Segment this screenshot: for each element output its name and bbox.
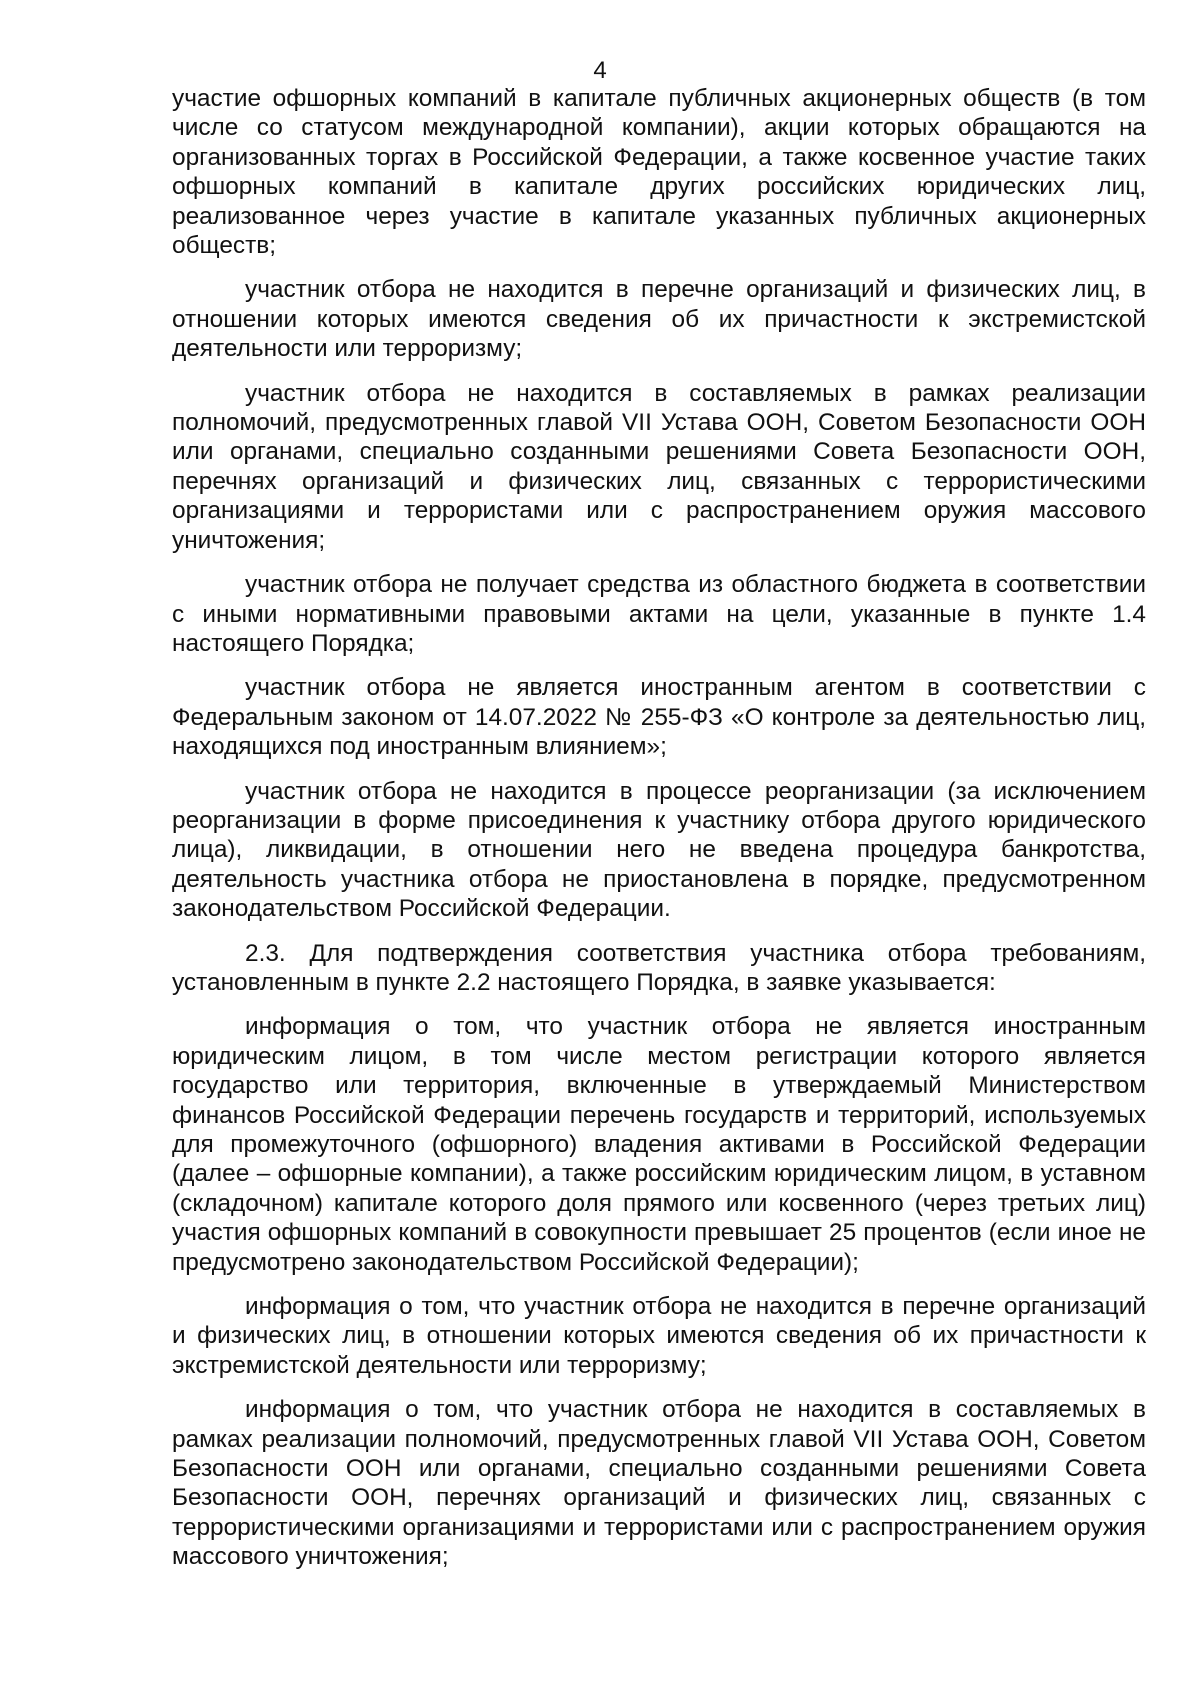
- paragraph-info-extremism-list: информация о том, что участник отбора не находится в перечне организаций и физических лиц, в отношении которых имеются сведения об их причастности к экстремистской деятельности или терроризму;: [172, 1293, 1146, 1379]
- document-body: [172, 84, 1146, 1587]
- paragraph-un-security-council-list: участник отбора не находится в составляемых в рамках реализации полномочий, предусмотренных главой VII Устава ООН, Советом Безопасности ООН или органами, специально созданными решениями Совета Безопасности ООН, перечнях организаций и физических лиц, связанных с террористическими организациями и террористами или с распространением оружия массового уничтожения;: [172, 379, 1146, 554]
- paragraph-section-2-3: 2.3. Для подтверждения соответствия участника отбора требованиям, установленным в пункте 2.2 настоящего Порядка, в заявке указывается:: [172, 939, 1146, 996]
- paragraph-info-un-security-council-list: информация о том, что участник отбора не находится в составляемых в рамках реализации полномочий, предусмотренных главой VII Устава ООН, Советом Безопасности ООН или органами, специально созданными решениями Совета Безопасности ООН, перечнях организаций и физических лиц, связанных с террористическими организациями и террористами или с распространением оружия массового уничтожения;: [172, 1396, 1146, 1571]
- page-number: 4: [593, 57, 607, 84]
- paragraph-reorganization-liquidation: участник отбора не находится в процессе реорганизации (за исключением реорганизации в форме присоединения к участнику отбора другого юридического лица), ликвидации, в отношении него не введена процедура банкротства, деятельность участника отбора не приостановлена в порядке, предусмотренном законодательством Российской Федерации.: [172, 777, 1146, 923]
- paragraph-info-foreign-legal-entity: информация о том, что участник отбора не является иностранным юридическим лицом, в том числе местом регистрации которого является государство или территория, включенные в утверждаемый Министерством финансов Российской Федерации перечень государств и территорий, используемых для промежуточного (офшорного) владения активами в Российской Федерации (далее – офшорные компании), а также российским юридическим лицом, в уставном (складочном) капитале которого доля прямого или косвенного (через третьих лиц) участия офшорных компаний в совокупности превышает 25 процентов (если иное не предусмотрено законодательством Российской Федерации);: [172, 1013, 1146, 1276]
- paragraph-offshore-participation-continued: участие офшорных компаний в капитале публичных акционерных обществ (в том числе со статусом международной компании), акции которых обращаются на организованных торгах в Российской Федерации, а также косвенное участие таких офшорных компаний в капитале других российских юридических лиц, реализованное через участие в капитале указанных публичных акционерных обществ;: [172, 85, 1146, 260]
- paragraph-foreign-agent: участник отбора не является иностранным агентом в соответствии с Федеральным законом от 14.07.2022 № 255-ФЗ «О контроле за деятельностью лиц, находящихся под иностранным влиянием»;: [172, 674, 1146, 761]
- paragraph-extremism-list: участник отбора не находится в перечне организаций и физических лиц, в отношении которых имеются сведения об их причастности к экстремистской деятельности или терроризму;: [172, 276, 1146, 363]
- paragraph-regional-budget-funds: участник отбора не получает средства из областного бюджета в соответствии с иными нормативными правовыми актами на цели, указанные в пункте 1.4 настоящего Порядка;: [172, 571, 1146, 657]
